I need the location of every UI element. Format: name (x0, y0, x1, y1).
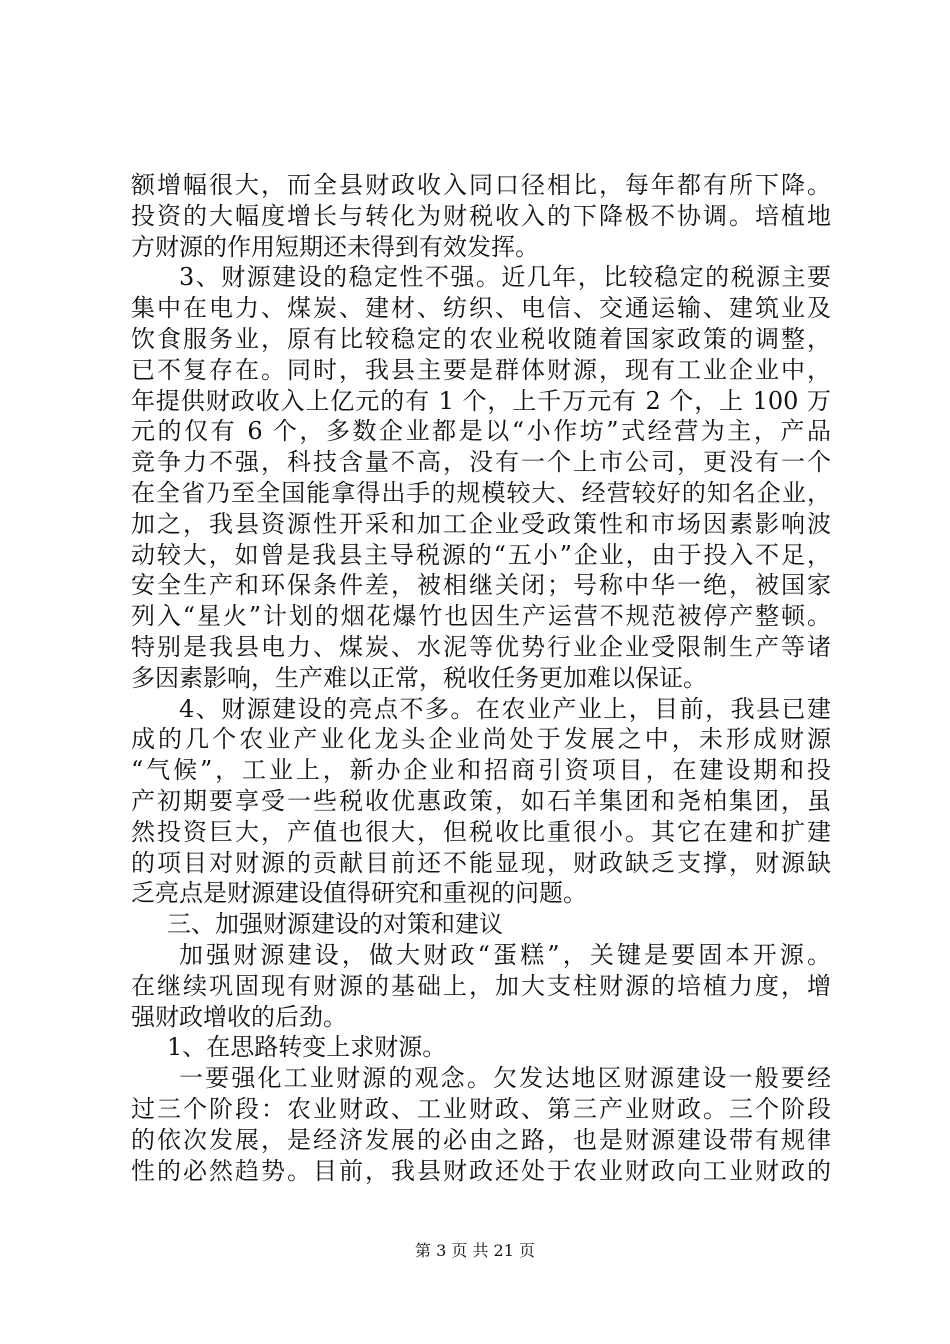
text-line: 动较大，如曾是我县主导税源的“五小”企业，由于投入不足， (131, 540, 831, 569)
text-line: 乏亮点是财源建设值得研究和重视的问题。 (131, 879, 587, 908)
text-line: 年提供财政收入上亿元的有 1 个，上千万元有 2 个，上 100 万 (131, 386, 831, 415)
text-line: 在全省乃至全国能拿得出手的规模较大、经营较好的知名企业， (131, 478, 831, 507)
text-line: 的依次发展，是经济发展的必由之路，也是财源建设带有规律 (131, 1125, 831, 1154)
text-line: 安全生产和环保条件差，被相继关闭；号称中华一绝，被国家 (131, 571, 831, 600)
text-line: 元的仅有 6 个，多数企业都是以“小作坊”式经营为主，产品 (131, 417, 831, 446)
text-line: 然投资巨大，产值也很大，但税收比重很小。其它在建和扩建 (131, 817, 831, 846)
text-line: “气候”，工业上，新办企业和招商引资项目，在建设期和投 (131, 756, 831, 785)
text-line: 加之，我县资源性开采和加工企业受政策性和市场因素影响波 (131, 509, 831, 538)
text-line: 投资的大幅度增长与转化为财税收入的下降极不协调。培植地 (131, 201, 831, 230)
text-line: 竞争力不强，科技含量不高，没有一个上市公司，更没有一个 (131, 448, 831, 477)
text-line: 加强财源建设，做大财政“蛋糕”，关键是要固本开源。 (179, 940, 831, 969)
text-line: 方财源的作用短期还未得到有效发挥。 (131, 232, 539, 261)
text-line: 列入“星火”计划的烟花爆竹也因生产运营不规范被停产整顿。 (131, 602, 831, 631)
text-line: 已不复存在。同时，我县主要是群体财源，现有工业企业中， (131, 355, 831, 384)
subsection-heading: 1、在思路转变上求财源。 (167, 1033, 447, 1062)
text-line: 4、财源建设的亮点不多。在农业产业上，目前，我县已建 (179, 694, 831, 723)
page-number-footer: 第 3 页 共 21 页 (415, 1241, 535, 1260)
text-line: 在继续巩固现有财源的基础上，加大支柱财源的培植力度，增 (131, 971, 831, 1000)
text-line: 饮食服务业，原有比较稳定的农业税收随着国家政策的调整， (131, 324, 831, 353)
text-line: 过三个阶段：农业财政、工业财政、第三产业财政。三个阶段 (131, 1094, 831, 1123)
document-body (131, 170, 831, 1186)
text-line: 额增幅很大，而全县财政收入同口径相比，每年都有所下降。 (131, 171, 831, 199)
text-line: 集中在电力、煤炭、建材、纺织、电信、交通运输、建筑业及 (131, 294, 831, 323)
text-line: 3、财源建设的稳定性不强。近几年，比较稳定的税源主要 (179, 263, 831, 292)
section-heading: 三、加强财源建设的对策和建议 (167, 910, 503, 939)
text-line: 的项目对财源的贡献目前还不能显现，财政缺乏支撑，财源缺 (131, 848, 831, 877)
text-line: 强财政增收的后劲。 (131, 1002, 347, 1031)
text-line: 多因素影响，生产难以正常，税收任务更加难以保证。 (131, 663, 707, 692)
text-line: 一要强化工业财源的观念。欠发达地区财源建设一般要经 (179, 1064, 831, 1093)
text-line: 性的必然趋势。目前，我县财政还处于农业财政向工业财政的 (131, 1156, 831, 1185)
text-line: 产初期要享受一些税收优惠政策，如石羊集团和尧柏集团，虽 (131, 786, 831, 815)
text-line: 特别是我县电力、煤炭、水泥等优势行业企业受限制生产等诸 (131, 632, 831, 661)
text-line: 成的几个农业产业化龙头企业尚处于发展之中，未形成财源 (131, 725, 831, 754)
